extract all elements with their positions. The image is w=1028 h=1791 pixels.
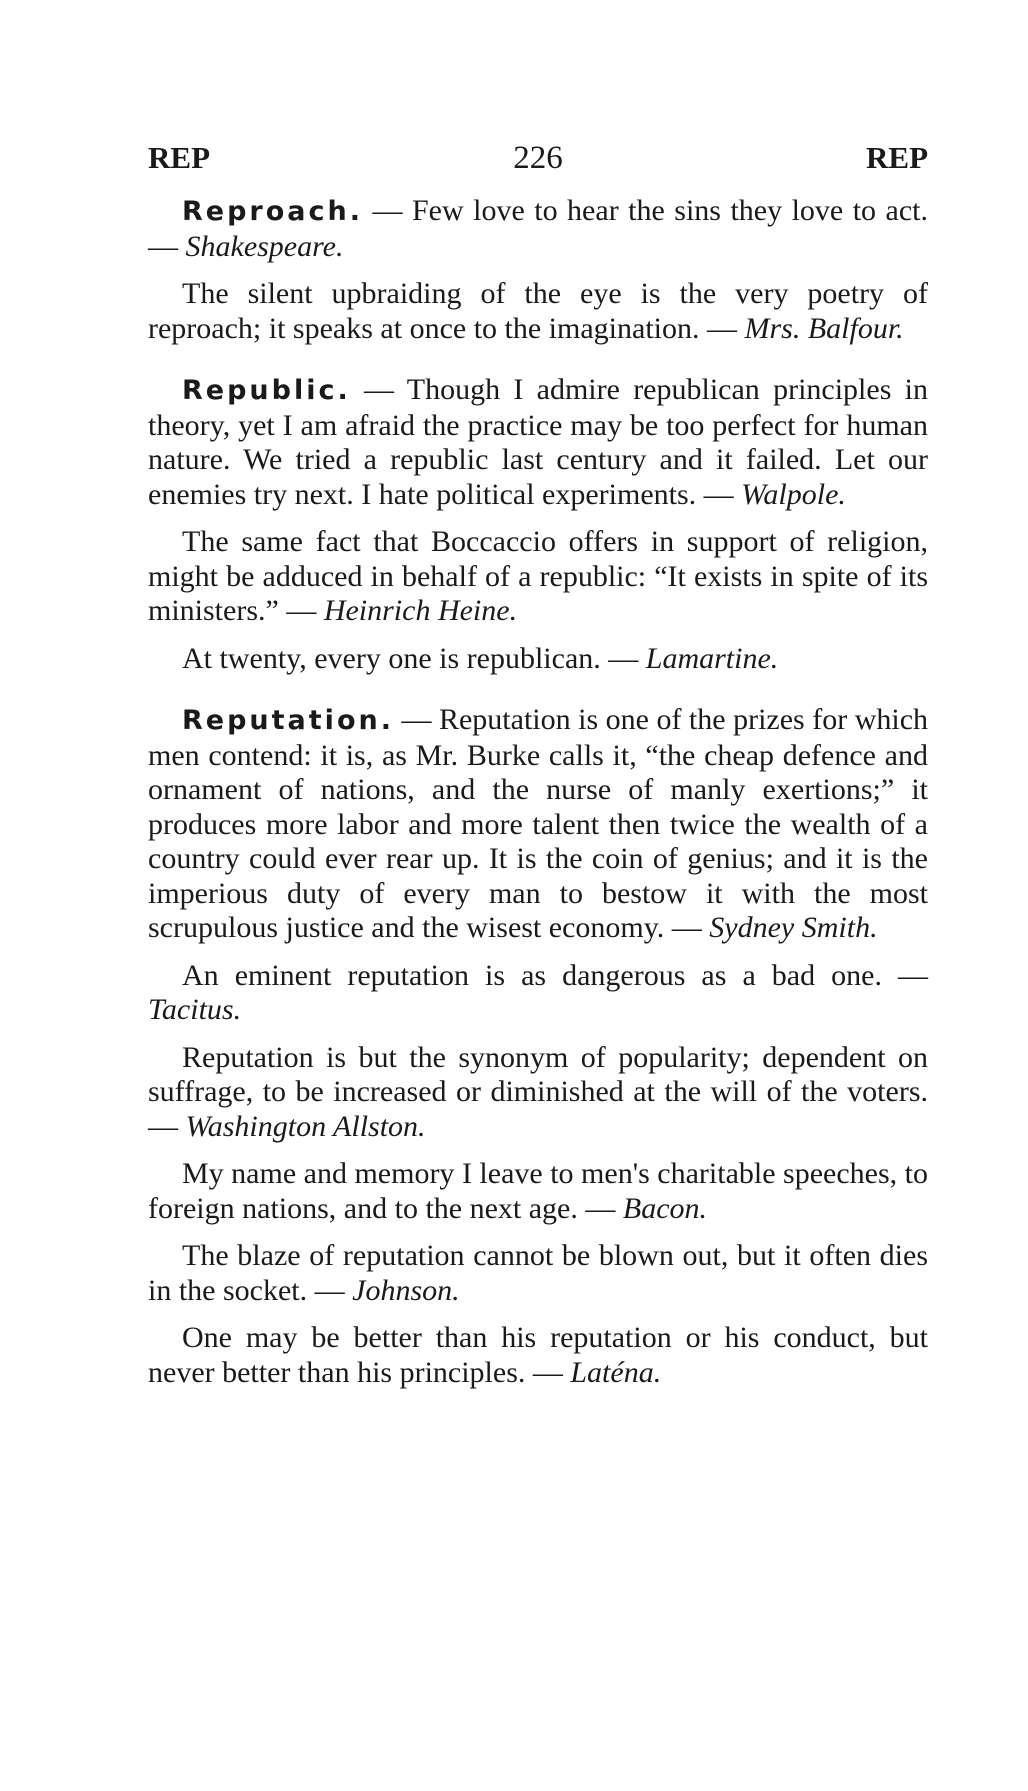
quote-author: Johnson. <box>352 1273 460 1307</box>
quote-author: Bacon. <box>622 1191 708 1225</box>
header-left: REP <box>148 140 210 175</box>
quote-author: Heinrich Heine. <box>323 594 518 627</box>
page-number: 226 <box>513 140 563 176</box>
entry-reputation-4: My name and memory I leave to men's charitable speeches, to foreign nations, and to the next age. — Bacon. <box>148 1157 928 1225</box>
keyword-republic: Republic. <box>182 375 351 406</box>
quote-author: Lamartine. <box>645 641 779 675</box>
header-right: REP <box>866 140 928 175</box>
entry-reputation-1: Reputation. — Reputation is one of the prizes for which men contend: it is, as Mr. Burke calls it, “the cheap defence and ornament of nations, and the nurse of manly exertions;” it produces more labor and more talent then twice the wealth of a country could ever rear up. It is the coin of genius; and it is the imperious duty of every man to bestow it with the most scrupulous justice and the wisest economy. — Sydney Smith. <box>148 703 929 944</box>
quote-author: Laténa. <box>570 1355 662 1389</box>
quote-text: One may be better than his reputation or his conduct, but never better than his principles. <box>148 1321 928 1389</box>
quote-author: Walpole. <box>741 477 846 511</box>
quote-author: Washington Allston. <box>185 1109 426 1143</box>
running-head <box>148 140 928 194</box>
quote-author: Tacitus. <box>148 993 242 1026</box>
quote-author: Sydney Smith. <box>709 911 878 944</box>
quote-author: Shakespeare. <box>185 229 344 263</box>
entry-reputation-2: An eminent reputation is as dangerous as a bad one. — Tacitus. <box>148 958 929 1026</box>
quote-author: Mrs. Balfour. <box>744 311 904 345</box>
quote-text: My name and memory I leave to men's charitable speeches, to foreign nations, and to the next age. <box>148 1157 928 1225</box>
quote-text: Though I admire republican principles in theory, yet I am afraid the practice may be too perfect for human nature. We tried a republic last century and it failed. Let our enemies try next. I hate political experiments. <box>148 373 928 511</box>
keyword-reproach: Reproach. <box>182 196 363 227</box>
quote-text: An eminent reputation is as dangerous as a bad one. <box>182 958 882 992</box>
book-page <box>148 140 928 1403</box>
quote-text: Few love to hear the sins they love to act. <box>411 194 928 227</box>
entry-reputation-3: Reputation is but the synonym of popularity; dependent on suffrage, to be increased or diminished at the will of the voters. — Washington Allston. <box>148 1040 928 1143</box>
quote-text: Reputation is one of the prizes for which men contend: it is, as Mr. Burke calls it, “the cheap defence and ornament of nations, and the nurse of manly exertions;” it produces more labor and more talent then twice the wealth of a country could ever rear up. It is the coin of genius; and it is the imperious duty of every man to bestow it with the most scrupulous justice and the wisest economy. <box>148 703 929 944</box>
quote-text: Reputation is but the synonym of popularity; dependent on suffrage, to be increased or diminished at the will of the voters. <box>148 1040 928 1108</box>
quote-text: At twenty, every one is republican. <box>182 641 601 675</box>
entry-reproach-2: The silent upbraiding of the eye is the very poetry of reproach; it speaks at once to the imagination. — Mrs. Balfour. <box>148 277 928 345</box>
quote-text: The same fact that Boccaccio offers in support of religion, might be adduced in behalf of a republic: “It exists in spite of its ministers.” <box>148 525 928 627</box>
entry-reproach-1: Reproach. — Few love to hear the sins they love to act. — Shakespeare. <box>148 194 928 263</box>
entry-reputation-6: One may be better than his reputation or his conduct, but never better than his principles. — Laténa. <box>148 1321 928 1389</box>
entry-republic-1: Republic. — Though I admire republican principles in theory, yet I am afraid the practice may be too perfect for human nature. We tried a republic last century and it failed. Let our enemies try next. I hate political experiments. — Walpole. <box>148 373 928 511</box>
quote-text: The blaze of reputation cannot be blown out, but it often dies in the socket. <box>148 1239 928 1307</box>
entry-republic-3: At twenty, every one is republican. — Lamartine. <box>182 641 779 675</box>
keyword-reputation: Reputation. <box>182 705 394 736</box>
entry-reputation-5: The blaze of reputation cannot be blown out, but it often dies in the socket. — Johnson. <box>148 1239 928 1307</box>
quote-text: The silent upbraiding of the eye is the very poetry of reproach; it speaks at once to the imagination. <box>148 277 928 345</box>
entry-republic-2: The same fact that Boccaccio offers in support of religion, might be adduced in behalf of a republic: “It exists in spite of its ministers.” — Heinrich Heine. <box>148 525 928 627</box>
